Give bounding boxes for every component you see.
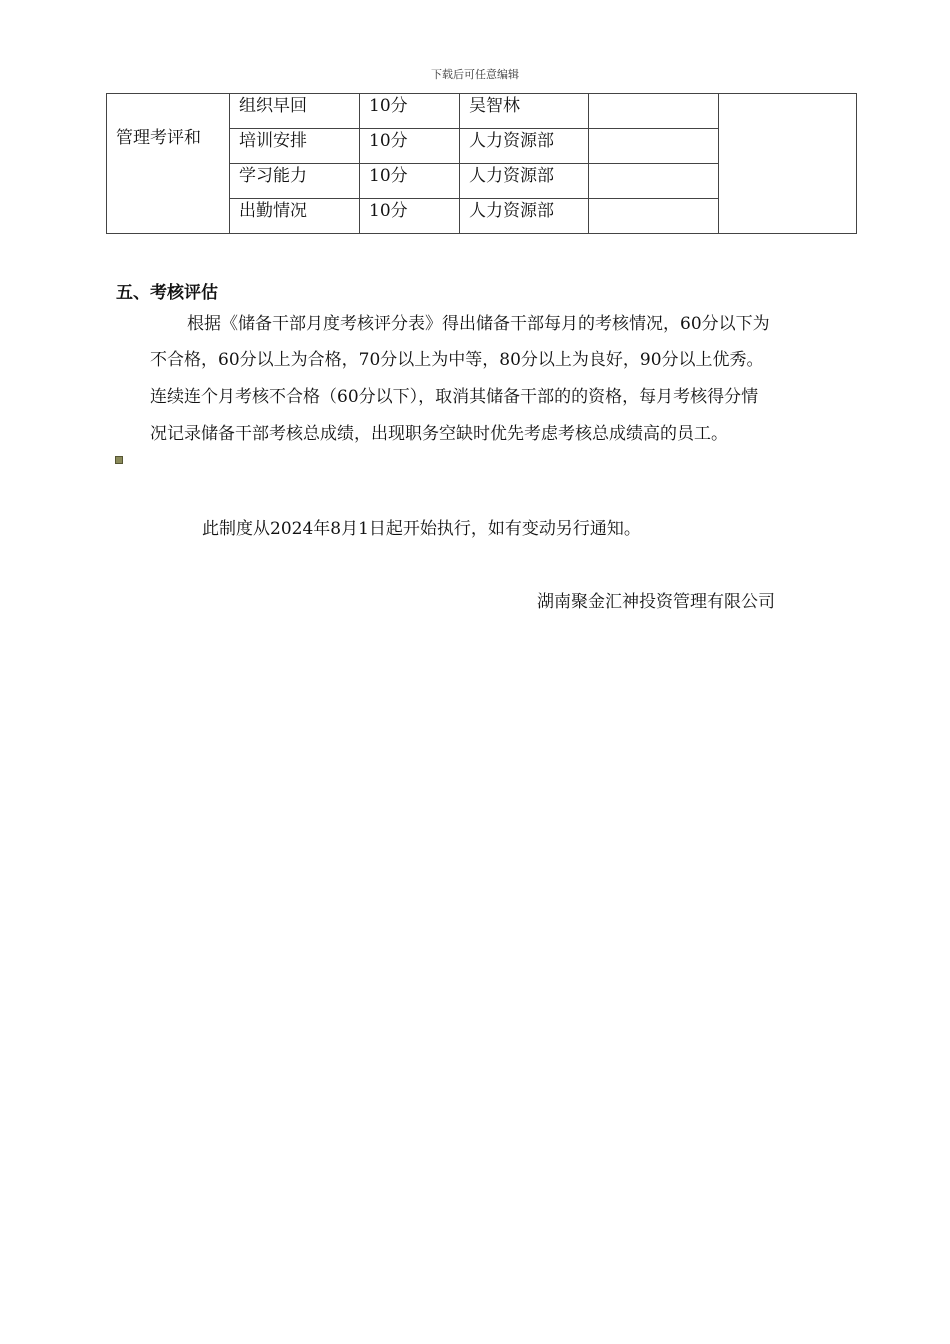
score-cell: 10分: [360, 199, 460, 234]
item-cell: 培训安排: [230, 129, 360, 164]
responsible-cell: 人力资源部: [460, 129, 589, 164]
category-cell: 管理考评和: [107, 94, 230, 234]
item-cell: 组织早回: [230, 94, 360, 129]
table-row: [107, 94, 857, 129]
page-header-note: 下载后可任意编辑: [431, 68, 519, 81]
anchor-marker-icon: [115, 456, 123, 464]
effective-date-notice: 此制度从2024年8月1日起开始执行，如有变动另行通知。: [202, 519, 641, 539]
score-table: [106, 93, 857, 234]
company-signature: 湖南聚金汇神投资管理有限公司: [537, 592, 775, 612]
paragraph-line: 根据《储备干部月度考核评分表》得出储备干部每月的考核情况，60分以下为: [187, 314, 770, 334]
empty-cell: [589, 129, 719, 164]
responsible-cell: 吴智林: [460, 94, 589, 129]
empty-merged-cell: [719, 94, 857, 234]
paragraph-line: 不合格，60分以上为合格，70分以上为中等，80分以上为良好，90分以上优秀。: [150, 350, 764, 370]
score-cell: 10分: [360, 129, 460, 164]
paragraph-line: 况记录储备干部考核总成绩，出现职务空缺时优先考虑考核总成绩高的员工。: [150, 424, 728, 444]
item-cell: 学习能力: [230, 164, 360, 199]
empty-cell: [589, 164, 719, 199]
paragraph-line: 连续连个月考核不合格（60分以下），取消其储备干部的的资格，每月考核得分情: [150, 387, 759, 407]
responsible-cell: 人力资源部: [460, 199, 589, 234]
empty-cell: [589, 199, 719, 234]
item-cell: 出勤情况: [230, 199, 360, 234]
section-title: 五、考核评估: [116, 283, 218, 303]
score-cell: 10分: [360, 94, 460, 129]
responsible-cell: 人力资源部: [460, 164, 589, 199]
empty-cell: [589, 94, 719, 129]
score-cell: 10分: [360, 164, 460, 199]
